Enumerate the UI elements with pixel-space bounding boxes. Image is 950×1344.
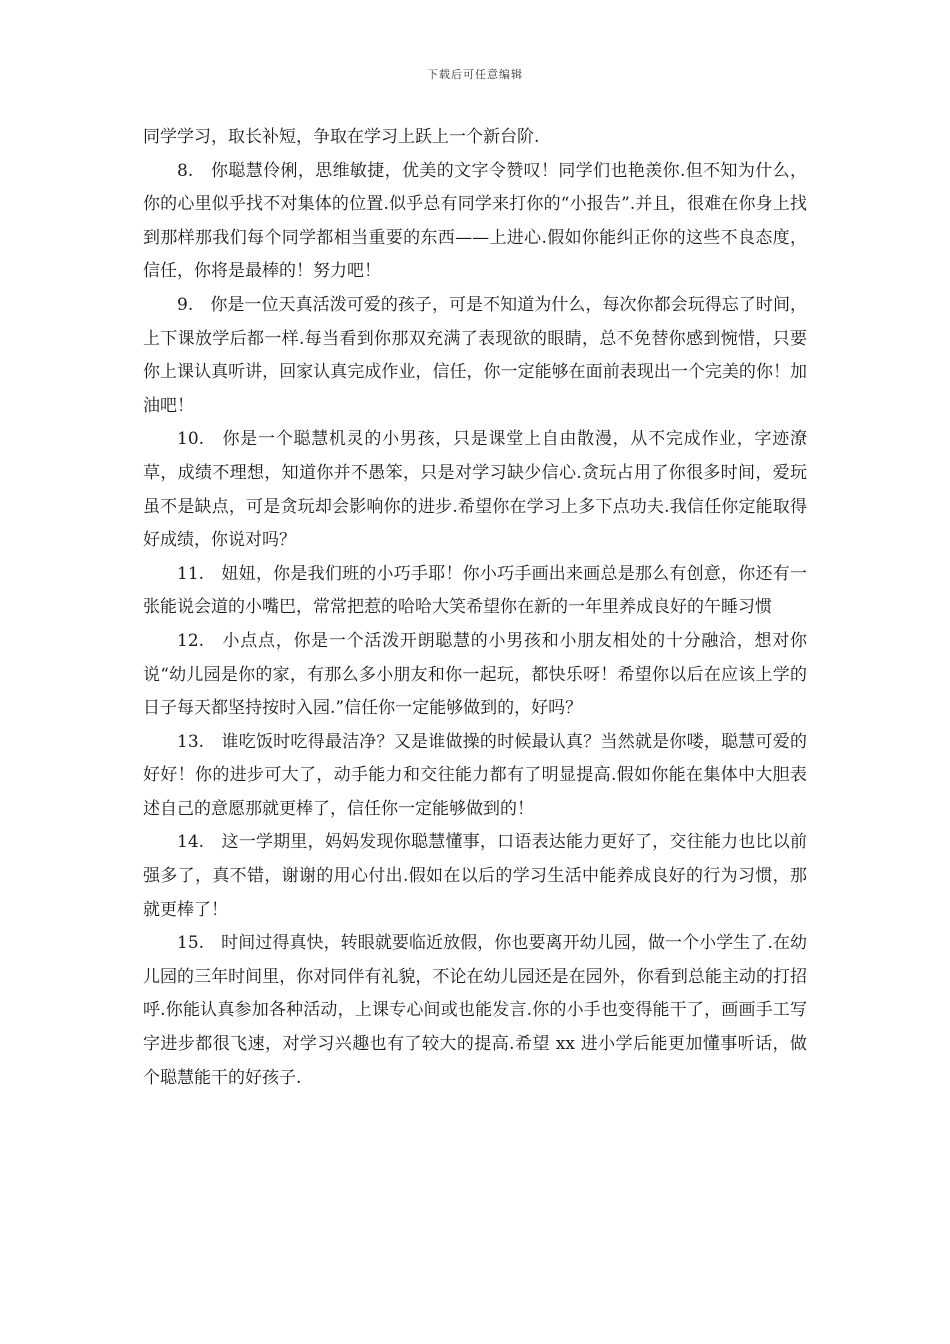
paragraph-continuation: 同学学习，取长补短，争取在学习上跃上一个新台阶. xyxy=(143,127,540,147)
paragraph-item-9: 9. 你是一位天真活泼可爱的孩子，可是不知道为什么，每次你都会玩得忘了时间，上下课放学后都一样.每当看到你那双充满了表现欲的眼睛，总不免替你感到惋惜，只要你上课认真听讲，回家认真完成作业，信任，你一定能够在面前表现出一个完美的你！加油吧！ xyxy=(143,294,807,416)
paragraph-item-15: 15. 时间过得真快，转眼就要临近放假，你也要离开幼儿园，做一个小学生了.在幼儿园的三年时间里，你对同伴有礼貌，不论在幼儿园还是在园外，你看到总能主动的打招呼.你能认真参加各种活动，上课专心间或也能发言.你的小手也变得能干了，画画手工写字进步都很飞速，对学习兴趣也有了较大的提高.希望 xx 进小学后能更加懂事听话，做个聪慧能干的好孩子. xyxy=(143,933,807,1088)
paragraph-item-14: 14. 这一学期里，妈妈发现你聪慧懂事，口语表达能力更好了，交往能力也比以前强多了，真不错，谢谢的用心付出.假如在以后的学习生活中能养成良好的行为习惯，那就更棒了！ xyxy=(143,832,807,920)
paragraph-item-11: 11. 妞妞，你是我们班的小巧手耶！你小巧手画出来画总是那么有创意，你还有一张能说会道的小嘴巴，常常把惹的哈哈大笑希望你在新的一年里养成良好的午睡习惯 xyxy=(143,563,807,618)
paragraph-item-10: 10. 你是一个聪慧机灵的小男孩，只是课堂上自由散漫，从不完成作业，字迹潦草，成绩不理想，知道你并不愚笨，只是对学习缺少信心.贪玩占用了你很多时间，爱玩虽不是缺点，可是贪玩却会影响你的进步.希望你在学习上多下点功夫.我信任你定能取得好成绩，你说对吗？ xyxy=(143,429,807,551)
paragraph-item-13: 13. 谁吃饭时吃得最洁净？又是谁做操的时候最认真？当然就是你喽，聪慧可爱的好好！你的进步可大了，动手能力和交往能力都有了明显提高.假如你能在集体中大胆表述自己的意愿那就更棒了，信任你一定能够做到的！ xyxy=(143,731,807,819)
paragraph-item-8: 8. 你聪慧伶俐，思维敏捷，优美的文字令赞叹！同学们也艳羡你.但不知为什么，你的心里似乎找不对集体的位置.似乎总有同学来打你的“小报告”.并且，很难在你身上找到那样那我们每个同学都相当重要的东西——上进心.假如你能纠正你的这些不良态度，信任，你将是最棒的！努力吧！ xyxy=(143,160,807,282)
page-header: 下载后可任意编辑 xyxy=(427,68,523,81)
paragraph-item-12: 12. 小点点，你是一个活泼开朗聪慧的小男孩和小朋友相处的十分融洽，想对你说“幼儿园是你的家，有那么多小朋友和你一起玩，都快乐呀！希望你以后在应该上学的日子每天都坚持按时入园.”信任你一定能够做到的，好吗？ xyxy=(143,630,807,719)
document-body xyxy=(143,121,807,1095)
